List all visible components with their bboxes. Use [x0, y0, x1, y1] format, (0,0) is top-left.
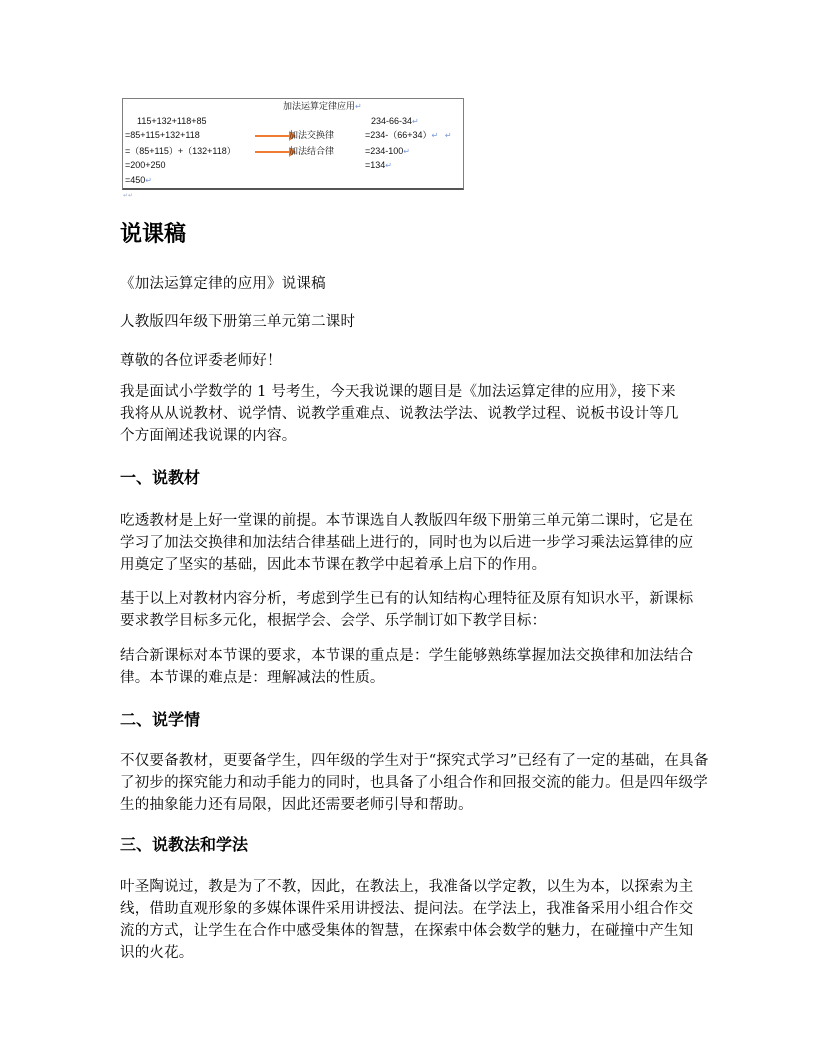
section-paragraph: 结合新课标对本节课的要求，本节课的重点是：学生能够熟练掌握加法交换律和加法结合律。本节课的难点是：理解减法的性质。 — [120, 648, 694, 686]
lesson-title: 《加法运算定律的应用》说课稿 — [120, 276, 326, 292]
board-left-line: =85+115+132+118 — [125, 130, 200, 140]
section-heading: 三、说教法和学法 — [120, 835, 249, 854]
paragraph-mark-icon: ↵↵ — [123, 192, 134, 199]
section-heading: 一、说教材 — [120, 468, 201, 487]
board-left-line: 115+132+118+85 — [137, 116, 207, 126]
board-law-commutative: 加法交换律 — [289, 130, 335, 140]
section-paragraph: 基于以上对教材内容分析，考虑到学生已有的认知结构心理特征及原有知识水平，新课标要求教学目标多元化，根据学会、会学、乐学制订如下教学目标： — [120, 591, 694, 629]
board-left-line: =450↵ — [125, 175, 152, 185]
document-title: 说课稿 — [120, 222, 187, 247]
board-right-line: 234-66-34↵ — [371, 116, 419, 126]
section-heading: 二、说学情 — [120, 710, 201, 729]
section-paragraph: 吃透教材是上好一堂课的前提。本节课选自人教版四年级下册第三单元第二课时，它是在学习了加法交换律和加法结合律基础上进行的，同时也为以后进一步学习乘法运算律的应用奠定了坚实的基础，因此本节课在教学中起着承上启下的作用。 — [120, 513, 694, 573]
lesson-source: 人教版四年级下册第三单元第二课时 — [120, 314, 356, 330]
board-law-associative: 加法结合律 — [289, 146, 335, 156]
board-right-line: =134↵ — [365, 160, 392, 170]
section-paragraph: 不仅要备教材，更要备学生，四年级的学生对于“探究式学习”已经有了一定的基础，在具备了初步的探究能力和动手能力的同时，也具备了小组合作和回报交流的能力。但是四年级学生的抽象能力还有局限，因此还需要老师引导和帮助。 — [120, 753, 709, 813]
board-left-line: =200+250 — [125, 160, 166, 170]
board-right-line: =234-（66+34）↵ ↵ — [365, 130, 452, 140]
intro-paragraph: 我是面试小学数学的 1 号考生，今天我说课的题目是《加法运算定律的应用》，接下来我将从从说教材、说学情、说教学重难点、说教法学法、说教学过程、说板书设计等几个方面阐述我说课的内容。 — [120, 384, 679, 444]
board-figure — [122, 98, 464, 190]
section-paragraph: 叶圣陶说过，教是为了不教，因此，在教法上，我准备以学定教，以生为本，以探索为主线，借助直观形象的多媒体课件采用讲授法、提问法。在学法上，我准备采用小组合作交流的方式，让学生在合作中感受集体的智慧，在探索中体会数学的魅力，在碰撞中产生知识的火花。 — [120, 879, 694, 961]
board-left-line: =（85+115）+（132+118） — [125, 146, 236, 156]
greeting: 尊敬的各位评委老师好！ — [120, 353, 282, 369]
board-title: 加法运算定律应用↵ — [283, 101, 362, 111]
board-right-line: =234-100↵ — [365, 146, 410, 156]
